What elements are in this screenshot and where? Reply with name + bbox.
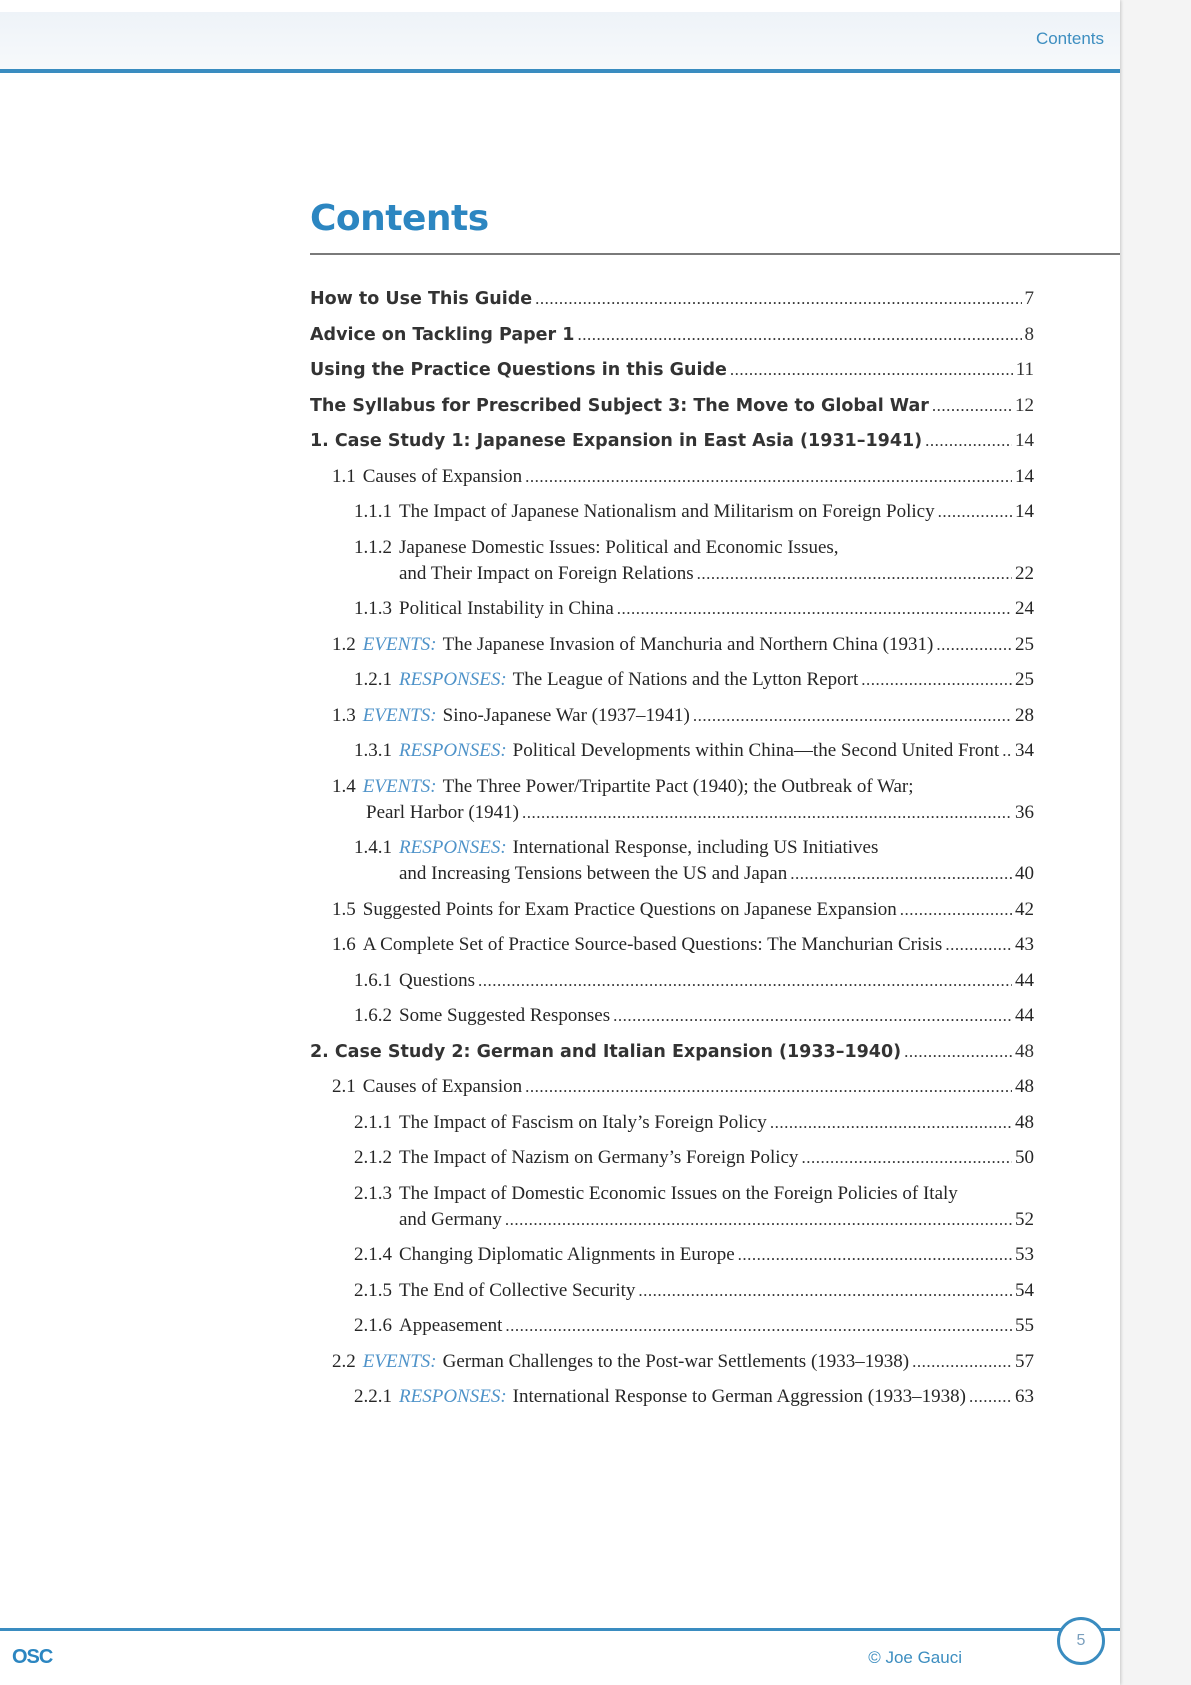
publisher-logo: OSC [12, 1646, 53, 1668]
toc-entry-title: The Impact of Nazism on Germany’s Foreign Policy [399, 1147, 799, 1168]
copyright-credit: © Joe Gauci [868, 1648, 962, 1667]
toc-entry[interactable] [354, 1146, 1034, 1170]
toc-entry-number: 1.3.1 [354, 740, 392, 761]
leader-dots [900, 898, 1012, 922]
toc-entry[interactable] [332, 898, 1034, 922]
toc-entry-number: 1.1.1 [354, 501, 392, 522]
toc-entry-label: EVENTS: [362, 705, 437, 726]
toc-entry-number: 2.1.6 [354, 1315, 392, 1336]
leader-dots [790, 862, 1012, 886]
toc-entry[interactable] [354, 500, 1034, 524]
toc-entry-title: How to Use This Guide [310, 289, 533, 309]
toc-entry-number: 1.1.2 [354, 537, 392, 558]
leader-dots [638, 1279, 1012, 1303]
leader-dots [770, 1111, 1012, 1135]
toc-entry-title-continued: and Increasing Tensions between the US and Japan [399, 863, 788, 884]
toc-entry-title: The League of Nations and the Lytton Report [512, 669, 859, 690]
toc-entry-title: Case Study 1: Japanese Expansion in East Asia (1931–1941) [334, 431, 923, 451]
page-number: 5 [1057, 1617, 1105, 1665]
toc-entry-number: 2.2.1 [354, 1386, 392, 1407]
leader-dots [938, 500, 1012, 524]
toc-entry-title: Sino-Japanese War (1937–1941) [442, 705, 690, 726]
running-header: Contents [1035, 29, 1104, 48]
toc-entry-title: The Impact of Domestic Economic Issues on the Foreign Policies of Italy [399, 1183, 958, 1204]
toc-entry-number: 1.6.1 [354, 970, 392, 991]
toc-entry[interactable] [310, 1040, 1034, 1064]
toc-entry[interactable] [354, 836, 1034, 860]
leader-dots [505, 1208, 1012, 1232]
toc-entry-title: Some Suggested Responses [399, 1005, 611, 1026]
toc-entry-number: 2. [310, 1042, 329, 1062]
toc-entry-page: 63 [1015, 1386, 1034, 1407]
toc-entry-number: 2.1.5 [354, 1280, 392, 1301]
leader-dots [925, 429, 1012, 453]
toc-entry[interactable] [354, 1243, 1034, 1267]
toc-entry-page: 57 [1015, 1351, 1034, 1372]
toc-entry-label: EVENTS: [362, 1351, 437, 1372]
toc-entry-title: Japanese Domestic Issues: Political and Economic Issues, [399, 537, 839, 558]
toc-entry-label: EVENTS: [362, 776, 437, 797]
toc-entry-page: 54 [1015, 1280, 1034, 1301]
leader-dots [969, 1385, 1012, 1409]
toc-entry-title: Advice on Tackling Paper 1 [310, 325, 575, 345]
toc-entry-title: Political Instability in China [399, 598, 614, 619]
toc-entry-number: 1.1 [332, 466, 356, 487]
toc-entry-number: 1.4.1 [354, 837, 392, 858]
leader-dots [936, 633, 1012, 657]
toc-entry-page: 48 [1015, 1112, 1034, 1133]
leader-dots [525, 465, 1012, 489]
title-rule [310, 253, 1120, 255]
leader-dots [945, 933, 1012, 957]
toc-entry-page: 25 [1015, 634, 1034, 655]
toc-entry-number: 2.1.4 [354, 1244, 392, 1265]
toc-entry-label: RESPONSES: [399, 1386, 507, 1407]
toc-entry-number: 2.2 [332, 1351, 356, 1372]
toc-entry[interactable] [354, 536, 1034, 560]
toc-entry-title: Suggested Points for Exam Practice Questions on Japanese Expansion [362, 899, 897, 920]
leader-dots [1002, 739, 1012, 763]
toc-entry-title: The Syllabus for Prescribed Subject 3: The Move to Global War [310, 396, 929, 416]
toc-entry[interactable] [332, 933, 1034, 957]
toc-entry-title-continued: and Their Impact on Foreign Relations [399, 563, 694, 584]
toc-entry-title: Appeasement [399, 1315, 503, 1336]
toc-entry[interactable] [332, 465, 1034, 489]
toc-entry-page: 7 [1024, 288, 1034, 309]
toc-entry[interactable] [310, 287, 1034, 311]
leader-dots [932, 394, 1012, 418]
toc-entry-label: RESPONSES: [399, 837, 507, 858]
toc-entry[interactable] [310, 358, 1034, 382]
toc-entry-continuation[interactable] [399, 562, 1034, 586]
toc-entry-label: RESPONSES: [399, 740, 507, 761]
toc-entry-title: The End of Collective Security [399, 1280, 636, 1301]
toc-entry[interactable] [354, 597, 1034, 621]
leader-dots [861, 668, 1012, 692]
toc-entry-continuation[interactable] [366, 801, 1034, 825]
leader-dots [693, 704, 1012, 728]
leader-dots [478, 969, 1012, 993]
toc-entry-number: 1.3 [332, 705, 356, 726]
leader-dots [904, 1040, 1012, 1064]
leader-dots [525, 1075, 1012, 1099]
toc-entry-page: 43 [1015, 934, 1034, 955]
toc-entry-title: The Three Power/Tripartite Pact (1940); the Outbreak of War; [442, 776, 914, 797]
leader-dots [730, 358, 1013, 382]
toc-entry[interactable] [332, 1075, 1034, 1099]
toc-entry-title: Causes of Expansion [362, 466, 523, 487]
toc-entry-page: 48 [1015, 1076, 1034, 1097]
toc-entry-number: 1.6 [332, 934, 356, 955]
toc-entry-page: 48 [1015, 1041, 1034, 1062]
toc-entry[interactable] [310, 429, 1034, 453]
toc-entry[interactable] [354, 1182, 1034, 1206]
toc-entry[interactable] [354, 1279, 1034, 1303]
toc-entry-page: 8 [1024, 324, 1034, 345]
leader-dots [577, 323, 1021, 347]
leader-dots [912, 1350, 1012, 1374]
toc-entry[interactable] [310, 394, 1034, 418]
leader-dots [801, 1146, 1012, 1170]
toc-entry-page: 14 [1015, 466, 1034, 487]
toc-entry-title: International Response to German Aggression (1933–1938) [512, 1386, 966, 1407]
toc-entry-page: 44 [1015, 970, 1034, 991]
toc-entry-label: RESPONSES: [399, 669, 507, 690]
toc-entry-number: 2.1 [332, 1076, 356, 1097]
toc-entry-number: 1.5 [332, 899, 356, 920]
leader-dots [522, 801, 1012, 825]
toc-entry-number: 1. [310, 431, 329, 451]
toc-entry-number: 1.6.2 [354, 1005, 392, 1026]
toc-entry-title: A Complete Set of Practice Source-based Questions: The Manchurian Crisis [362, 934, 943, 955]
toc-entry-page: 44 [1015, 1005, 1034, 1026]
toc-entry-title: The Impact of Fascism on Italy’s Foreign Policy [399, 1112, 767, 1133]
leader-dots [697, 562, 1012, 586]
toc-entry-number: 2.1.1 [354, 1112, 392, 1133]
toc-entry-title: German Challenges to the Post-war Settlements (1933–1938) [442, 1351, 910, 1372]
toc-entry[interactable] [354, 739, 1034, 763]
toc-entry-continuation[interactable] [399, 862, 1034, 886]
toc-entry[interactable] [332, 704, 1034, 728]
toc-entry[interactable] [310, 323, 1034, 347]
toc-entry-page: 28 [1015, 705, 1034, 726]
toc-entry-page: 25 [1015, 669, 1034, 690]
toc-entry-title-continued: and Germany [399, 1209, 502, 1230]
header-band [0, 12, 1120, 70]
toc-entry-label: EVENTS: [362, 634, 437, 655]
leader-dots [613, 1004, 1012, 1028]
toc-entry-title: Questions [399, 970, 475, 991]
footer-rule [0, 1628, 1120, 1631]
toc-entry-page: 36 [1015, 802, 1034, 823]
leader-dots [505, 1314, 1012, 1338]
header-rule [0, 69, 1120, 73]
leader-dots [617, 597, 1012, 621]
toc-entry-title: Using the Practice Questions in this Guide [310, 360, 727, 380]
toc-entry-number: 1.4 [332, 776, 356, 797]
toc-entry-page: 55 [1015, 1315, 1034, 1336]
toc-entry-number: 1.2 [332, 634, 356, 655]
toc-entry[interactable] [332, 633, 1034, 657]
toc-entry-number: 2.1.3 [354, 1183, 392, 1204]
toc-entry-title-continued: Pearl Harbor (1941) [366, 802, 520, 823]
toc-entry-page: 22 [1015, 563, 1034, 584]
toc-entry-title: Causes of Expansion [362, 1076, 523, 1097]
toc-entry-page: 34 [1015, 740, 1034, 761]
leader-dots [535, 287, 1021, 311]
leader-dots [738, 1243, 1012, 1267]
toc-entry-number: 1.2.1 [354, 669, 392, 690]
toc-entry-page: 40 [1015, 863, 1034, 884]
page-title: Contents [310, 198, 489, 239]
toc-entry-number: 1.1.3 [354, 598, 392, 619]
toc-entry-page: 14 [1015, 430, 1034, 451]
toc-entry-page: 24 [1015, 598, 1034, 619]
toc-entry[interactable] [354, 1314, 1034, 1338]
toc-entry[interactable] [354, 1385, 1034, 1409]
toc-entry-page: 12 [1015, 395, 1034, 416]
toc-entry-page: 53 [1015, 1244, 1034, 1265]
toc-entry-title: The Japanese Invasion of Manchuria and Northern China (1931) [442, 634, 934, 655]
toc-entry[interactable] [354, 668, 1034, 692]
toc-entry-title: Political Developments within China—the Second United Front [512, 740, 1000, 761]
toc-entry-page: 42 [1015, 899, 1034, 920]
toc-entry[interactable] [354, 1004, 1034, 1028]
toc-entry-title: International Response, including US Initiatives [512, 837, 879, 858]
toc-entry-page: 50 [1015, 1147, 1034, 1168]
toc-entry-title: Case Study 2: German and Italian Expansion (1933–1940) [334, 1042, 902, 1062]
toc-entry-title: The Impact of Japanese Nationalism and Militarism on Foreign Policy [399, 501, 935, 522]
toc-entry-page: 11 [1015, 359, 1034, 380]
toc-entry[interactable] [354, 969, 1034, 993]
toc-entry-continuation[interactable] [399, 1208, 1034, 1232]
toc-entry[interactable] [354, 1111, 1034, 1135]
toc-entry[interactable] [332, 775, 1034, 799]
toc-entry-page: 52 [1015, 1209, 1034, 1230]
toc-entry-title: Changing Diplomatic Alignments in Europe [399, 1244, 735, 1265]
toc-entry-page: 14 [1015, 501, 1034, 522]
toc-entry-number: 2.1.2 [354, 1147, 392, 1168]
toc-entry[interactable] [332, 1350, 1034, 1374]
